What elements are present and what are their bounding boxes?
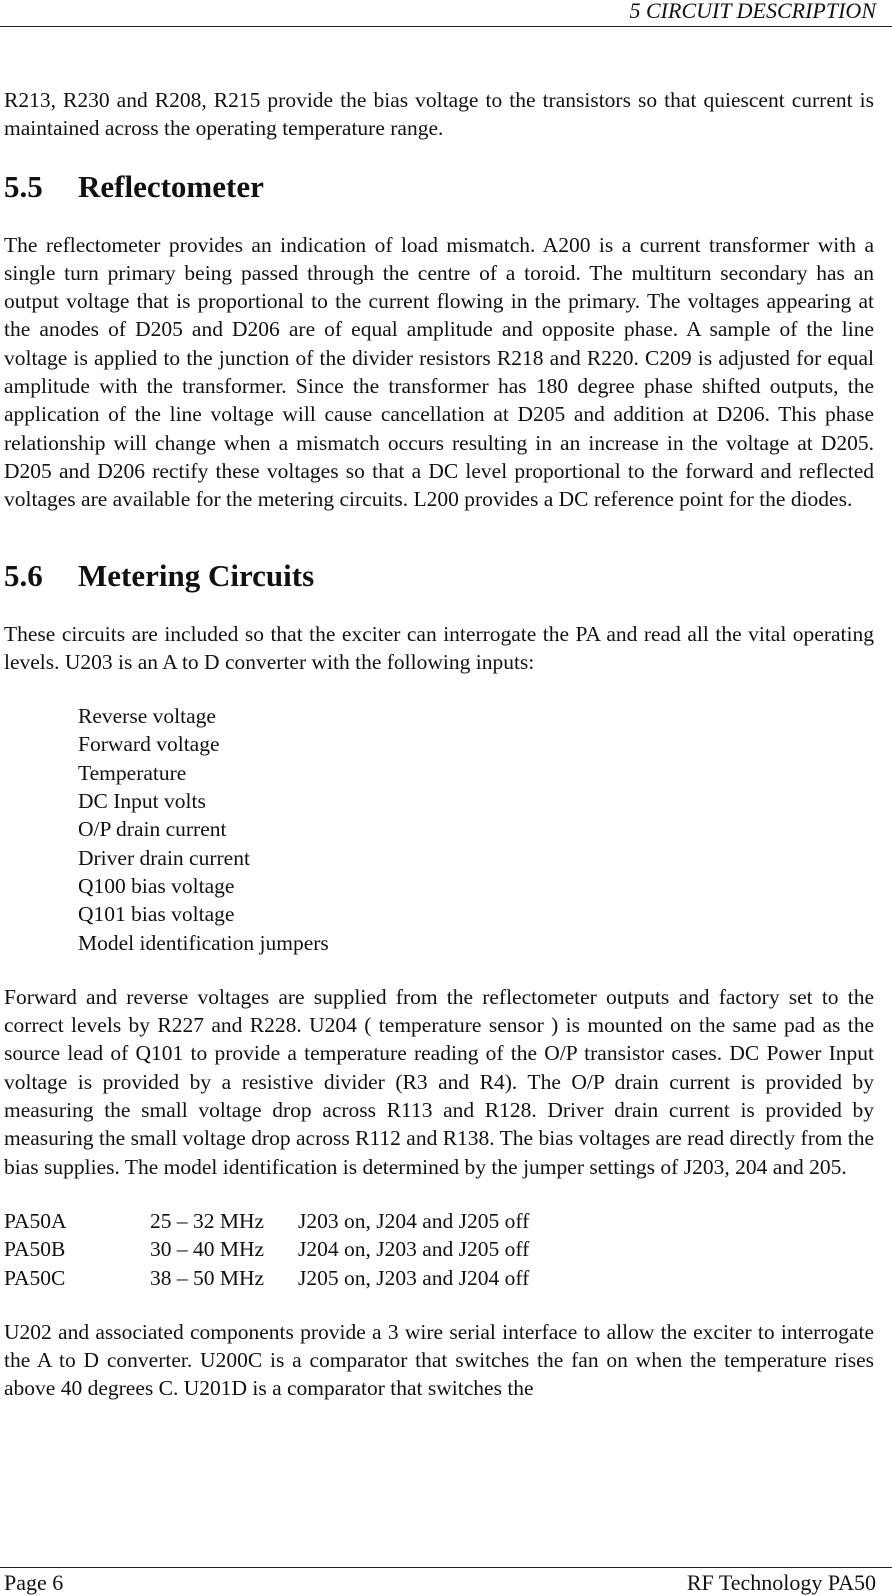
- header-rule: [0, 26, 892, 27]
- section-number: 5.5: [4, 168, 43, 204]
- list-item: DC Input volts: [78, 789, 206, 814]
- model-name: PA50C: [4, 1265, 66, 1290]
- model-frequency: 30 – 40 MHz: [150, 1237, 265, 1262]
- list-item: Q101 bias voltage: [78, 902, 235, 927]
- list-item: Driver drain current: [78, 845, 250, 870]
- list-item: Forward voltage: [78, 732, 220, 757]
- table-row: [4, 1235, 874, 1263]
- table-row: [4, 1207, 874, 1235]
- list-item: Q100 bias voltage: [78, 873, 235, 898]
- list-item: O/P drain current: [78, 817, 227, 842]
- model-jumpers: J204 on, J203 and J205 off: [298, 1237, 530, 1262]
- model-jumper-table: [4, 1207, 874, 1292]
- model-frequency: 38 – 50 MHz: [150, 1265, 265, 1290]
- list-item: Model identification jumpers: [78, 930, 329, 955]
- model-name: PA50A: [4, 1208, 67, 1233]
- table-row: [4, 1264, 874, 1292]
- converter-inputs-list: [4, 702, 874, 957]
- section-heading-5-6: [4, 558, 874, 594]
- model-jumpers: J203 on, J204 and J205 off: [298, 1208, 530, 1233]
- list-item: Reverse voltage: [78, 704, 216, 729]
- page-number: Page 6: [4, 1570, 64, 1595]
- section-title: Metering Circuits: [78, 557, 315, 593]
- model-jumpers: J205 on, J203 and J204 off: [298, 1265, 530, 1290]
- metering-details-paragraph: Forward and reverse voltages are supplied from the reflectometer outputs and factory set to the correct levels by R227 and R228. U204 ( temperature sensor ) is mounted on the same pad as the source lead of Q101 to provide a temperature reading of the O/P transistor cases. DC Power Input voltage is provided by a resistive divider (R3 and R4). The O/P drain current is provided by measuring the small voltage drop across R113 and R128. Driver drain current is provided by measuring the small voltage drop across R112 and R138. The bias voltages are read directly from the bias supplies. The model identification is determined by the jumper settings of J203, 204 and 205.: [4, 984, 874, 1179]
- intro-paragraph: R213, R230 and R208, R215 provide the bias voltage to the transistors so that quiescent current is maintained across the operating temperature range.: [4, 88, 874, 141]
- running-header: 5 CIRCUIT DESCRIPTION: [629, 0, 876, 23]
- section-number: 5.6: [4, 557, 43, 593]
- reflectometer-paragraph: The reflectometer provides an indication of load mismatch. A200 is a current transformer with a single turn primary being passed through the centre of a toroid. The multiturn secondary has an output voltage that is proportional to the current flowing in the primary. The voltages appearing at the anodes of D205 and D206 are of equal amplitude and opposite phase. A sample of the line voltage is applied to the junction of the divider resistors R218 and R220. C209 is adjusted for equal amplitude with the transformer. Since the transformer has 180 degree phase shifted outputs, the application of the line voltage will cause cancellation at D205 and addition at D206. This phase relationship will change when a mismatch occurs resulting in an increase in the voltage at D205. D205 and D206 rectify these voltages so that a DC level proportional to the forward and reflected voltages are available for the metering circuits. L200 provides a DC reference point for the diodes.: [4, 232, 874, 512]
- section-heading-5-5: [4, 169, 874, 205]
- footer-rule: [0, 1567, 892, 1568]
- document-title: RF Technology PA50: [686, 1570, 876, 1595]
- metering-intro-paragraph: These circuits are included so that the exciter can interrogate the PA and read all the vital operating levels. U203 is an A to D converter with the following inputs:: [4, 621, 874, 674]
- serial-interface-paragraph: U202 and associated components provide a 3 wire serial interface to allow the exciter to interrogate the A to D converter. U200C is a comparator that switches the fan on when the temperature rises above 40 degrees C. U201D is a comparator that switches the: [4, 1319, 874, 1401]
- list-item: Temperature: [78, 760, 187, 785]
- model-name: PA50B: [4, 1237, 66, 1262]
- page-body: [4, 86, 874, 1403]
- model-frequency: 25 – 32 MHz: [150, 1208, 265, 1233]
- section-title: Reflectometer: [78, 168, 264, 204]
